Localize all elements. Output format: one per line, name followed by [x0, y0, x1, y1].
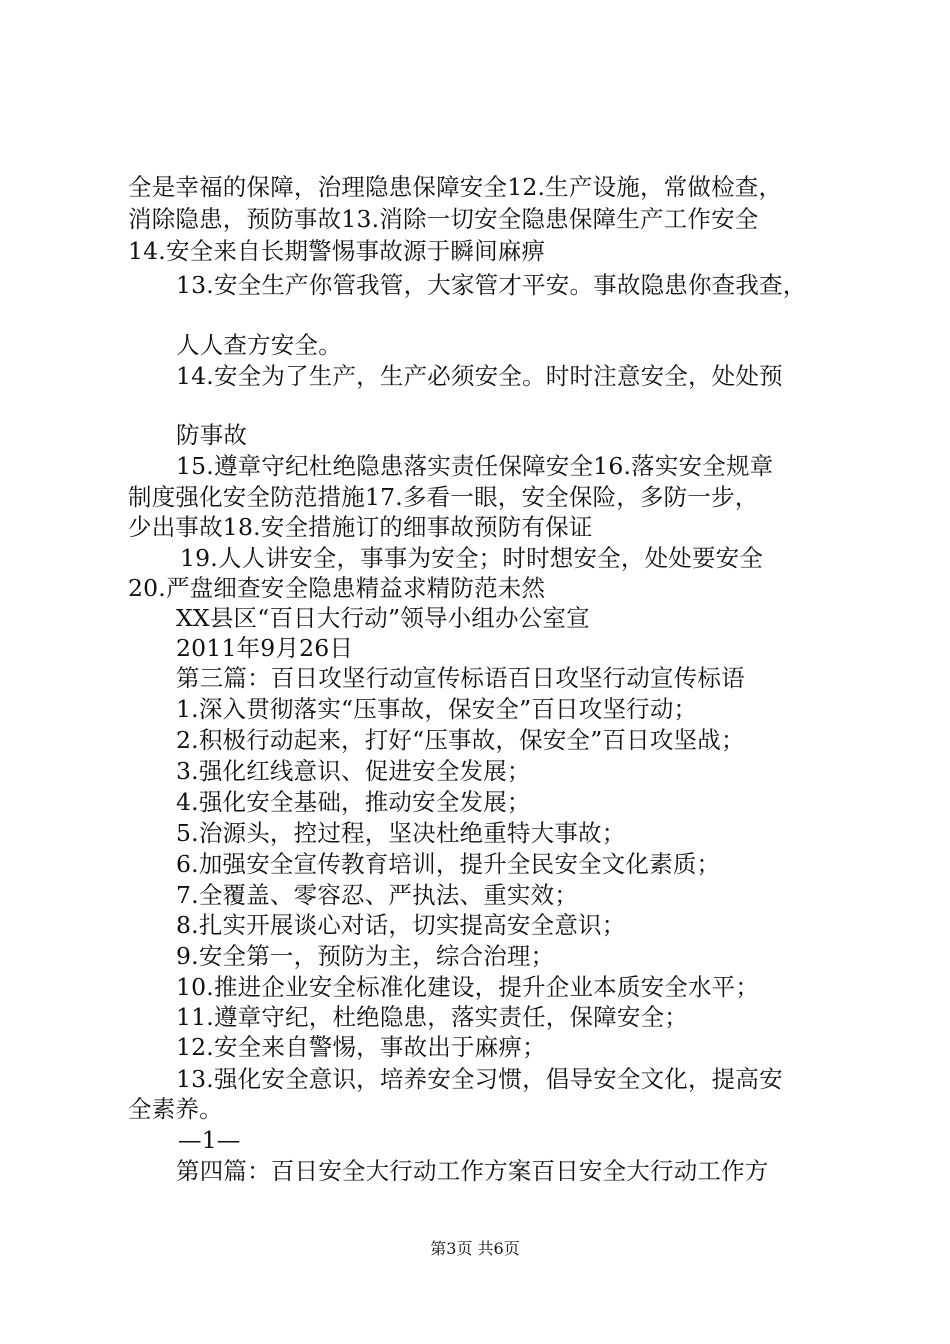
text-line: 制度强化安全防范措施17.多看一眼，安全保险，多防一步，: [128, 483, 759, 511]
list-item: 12.安全来自警惕，事故出于麻痹；: [176, 1033, 546, 1061]
list-item: 11.遵章守纪，杜绝隐患，落实责任，保障安全；: [176, 1003, 688, 1031]
list-item: 3.强化红线意识、促进安全发展；: [176, 757, 531, 785]
list-item: 13.强化安全意识，培养安全习惯，倡导安全文化，提高安: [176, 1065, 783, 1093]
section-heading: 第四篇：百日安全大行动工作方案百日安全大行动工作方: [176, 1157, 769, 1185]
list-item: 10.推进企业安全标准化建设，提升企业本质安全水平；: [176, 973, 760, 1001]
text-line: 19.人人讲安全，事事为安全；时时想安全，处处要安全: [180, 544, 764, 572]
list-item: 8.扎实开展谈心对话，切实提高安全意识；: [176, 911, 626, 939]
page-footer: 第3页 共6页: [430, 1239, 520, 1258]
signature-line: XX县区“百日大行动”领导小组办公室宣: [176, 604, 590, 632]
text-line: 13.安全生产你管我管，大家管才平安。事故隐患你查我查，: [176, 271, 807, 299]
list-item: 6.加强安全宣传教育培训，提升全民安全文化素质；: [176, 850, 721, 878]
list-item-continuation: 全素养。: [128, 1095, 223, 1123]
text-line: 全是幸福的保障，治理隐患保障安全12.生产设施，常做检查，: [128, 173, 783, 201]
list-item: 1.深入贯彻落实“压事故，保安全”百日攻坚行动；: [176, 695, 698, 723]
list-item: 4.强化安全基础，推动安全发展；: [176, 788, 531, 816]
text-line: 防事故: [176, 421, 248, 449]
section-heading: 第三篇：百日攻坚行动宣传标语百日攻坚行动宣传标语: [176, 664, 745, 692]
text-line: 20.严盘细查安全隐患精益求精防范未然: [128, 574, 546, 602]
text-line: 人人查方安全。: [176, 331, 342, 359]
text-line: 14.安全为了生产，生产必须安全。时时注意安全，处处预: [176, 362, 783, 390]
list-item: 7.全覆盖、零容忍、严执法、重实效；: [176, 881, 579, 909]
text-line: 14.安全来自长期警惕事故源于瞬间麻痹: [128, 237, 546, 265]
text-line: 消除隐患，预防事故13.消除一切安全隐患保障生产工作安全: [128, 205, 759, 233]
list-item: 5.治源头，控过程，坚决杜绝重特大事故；: [176, 819, 626, 847]
page-marker: —1—: [178, 1126, 241, 1154]
list-item: 2.积极行动起来，打好“压事故，保安全”百日攻坚战；: [176, 726, 745, 754]
list-item: 9.安全第一，预防为主，综合治理；: [176, 942, 555, 970]
date-line: 2011年9月26日: [176, 634, 354, 662]
text-line: 15.遵章守纪杜绝隐患落实责任保障安全16.落实安全规章: [176, 452, 774, 480]
text-line: 少出事故18.安全措施订的细事故预防有保证: [128, 513, 593, 541]
